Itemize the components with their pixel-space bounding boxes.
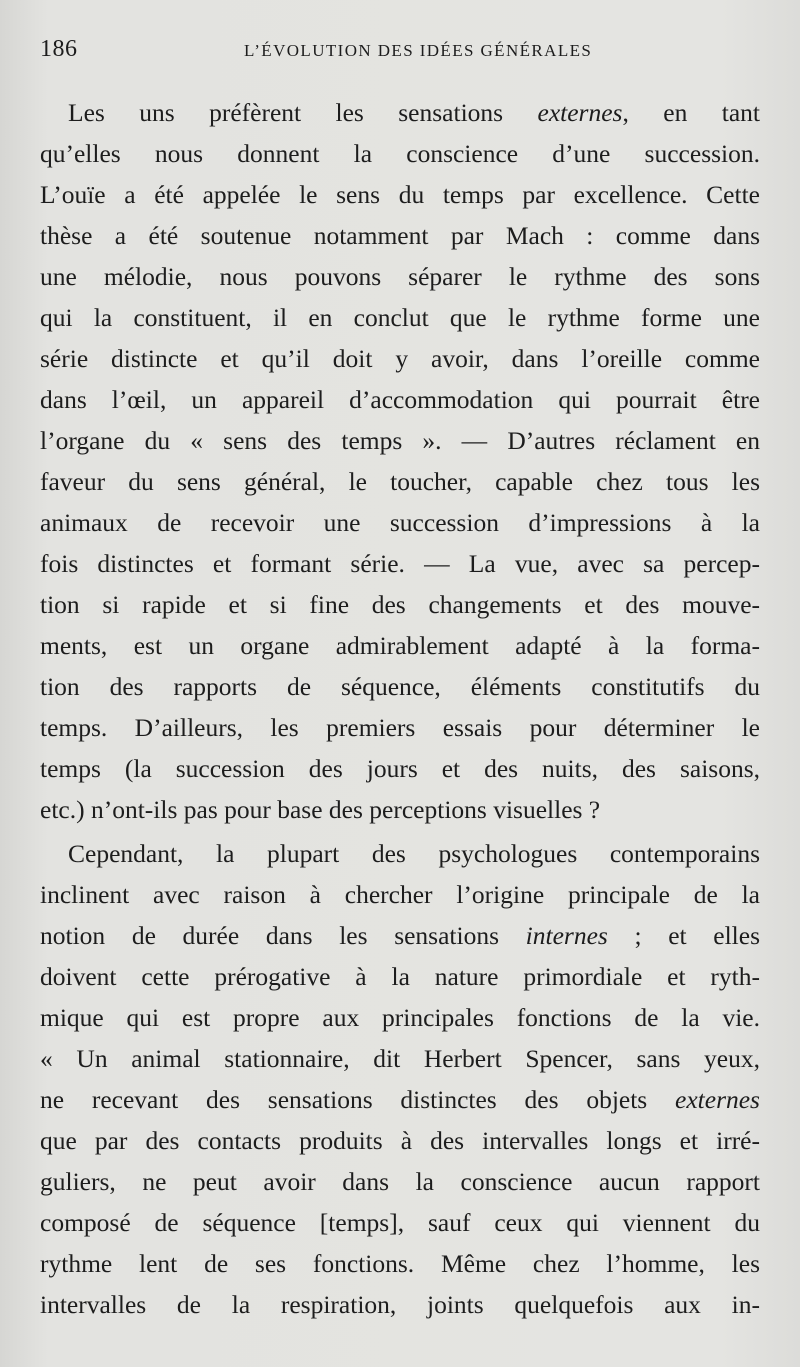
text-line: rythme lent de ses fonctions. Même chez l’homme, les (40, 1249, 760, 1278)
text-line: « Un animal stationnaire, dit Herbert Spencer, sans yeux, (40, 1044, 760, 1073)
text-line: intervalles de la respiration, joints quelquefois aux in- (40, 1290, 760, 1319)
text-line: temps (la succession des jours et des nuits, des saisons, (40, 754, 760, 783)
text-line: ments, est un organe admirablement adapté à la forma- (40, 631, 760, 660)
text-line: Les uns préfèrent les sensations externes, en tant (68, 98, 760, 127)
text-line: guliers, ne peut avoir dans la conscience aucun rapport (40, 1167, 760, 1196)
text-line: faveur du sens général, le toucher, capable chez tous les (40, 467, 760, 496)
text-line: mique qui est propre aux principales fonctions de la vie. (40, 1003, 760, 1032)
text-line: thèse a été soutenue notamment par Mach : comme dans (40, 221, 760, 250)
text-line: série distincte et qu’il doit y avoir, dans l’oreille comme (40, 344, 760, 373)
text-line: etc.) n’ont-ils pas pour base des perceptions visuelles ? (40, 795, 601, 824)
text-line: tion des rapports de séquence, éléments constitutifs du (40, 672, 760, 701)
text-line: l’organe du « sens des temps ». — D’autres réclament en (40, 426, 760, 455)
text-line: L’ouïe a été appelée le sens du temps par excellence. Cette (40, 180, 760, 209)
paragraph-1 (40, 92, 760, 830)
text-line: inclinent avec raison à chercher l’origine principale de la (40, 880, 760, 909)
text-line: temps. D’ailleurs, les premiers essais pour déterminer le (40, 713, 760, 742)
text-line: qui la constituent, il en conclut que le rythme forme une (40, 303, 760, 332)
text-line: composé de séquence [temps], sauf ceux qui viennent du (40, 1208, 760, 1237)
text-line: doivent cette prérogative à la nature primordiale et ryth- (40, 962, 760, 991)
paragraph-2 (40, 833, 760, 1325)
text-line: animaux de recevoir une succession d’impressions à la (40, 508, 760, 537)
text-line: dans l’œil, un appareil d’accommodation qui pourrait être (40, 385, 760, 414)
text-line: notion de durée dans les sensations internes ; et elles (40, 921, 760, 950)
emphasis: externes (537, 98, 623, 127)
emphasis: internes (525, 921, 608, 950)
body-text (40, 92, 760, 1325)
running-title: L’ÉVOLUTION DES IDÉES GÉNÉRALES (244, 41, 593, 60)
text-line: tion si rapide et si fine des changements et des mouve- (40, 590, 760, 619)
text-line: Cependant, la plupart des psychologues contemporains (68, 839, 760, 868)
text-line: que par des contacts produits à des intervalles longs et irré- (40, 1126, 760, 1155)
text-line: fois distinctes et formant série. — La vue, avec sa percep- (40, 549, 760, 578)
page-header (40, 36, 760, 66)
text-line: ne recevant des sensations distinctes des objets externes (40, 1085, 760, 1114)
text-line: qu’elles nous donnent la conscience d’une succession. (40, 139, 760, 168)
emphasis: externes (675, 1085, 760, 1114)
page-number: 186 (40, 36, 78, 62)
text-line: une mélodie, nous pouvons séparer le rythme des sons (40, 262, 760, 291)
